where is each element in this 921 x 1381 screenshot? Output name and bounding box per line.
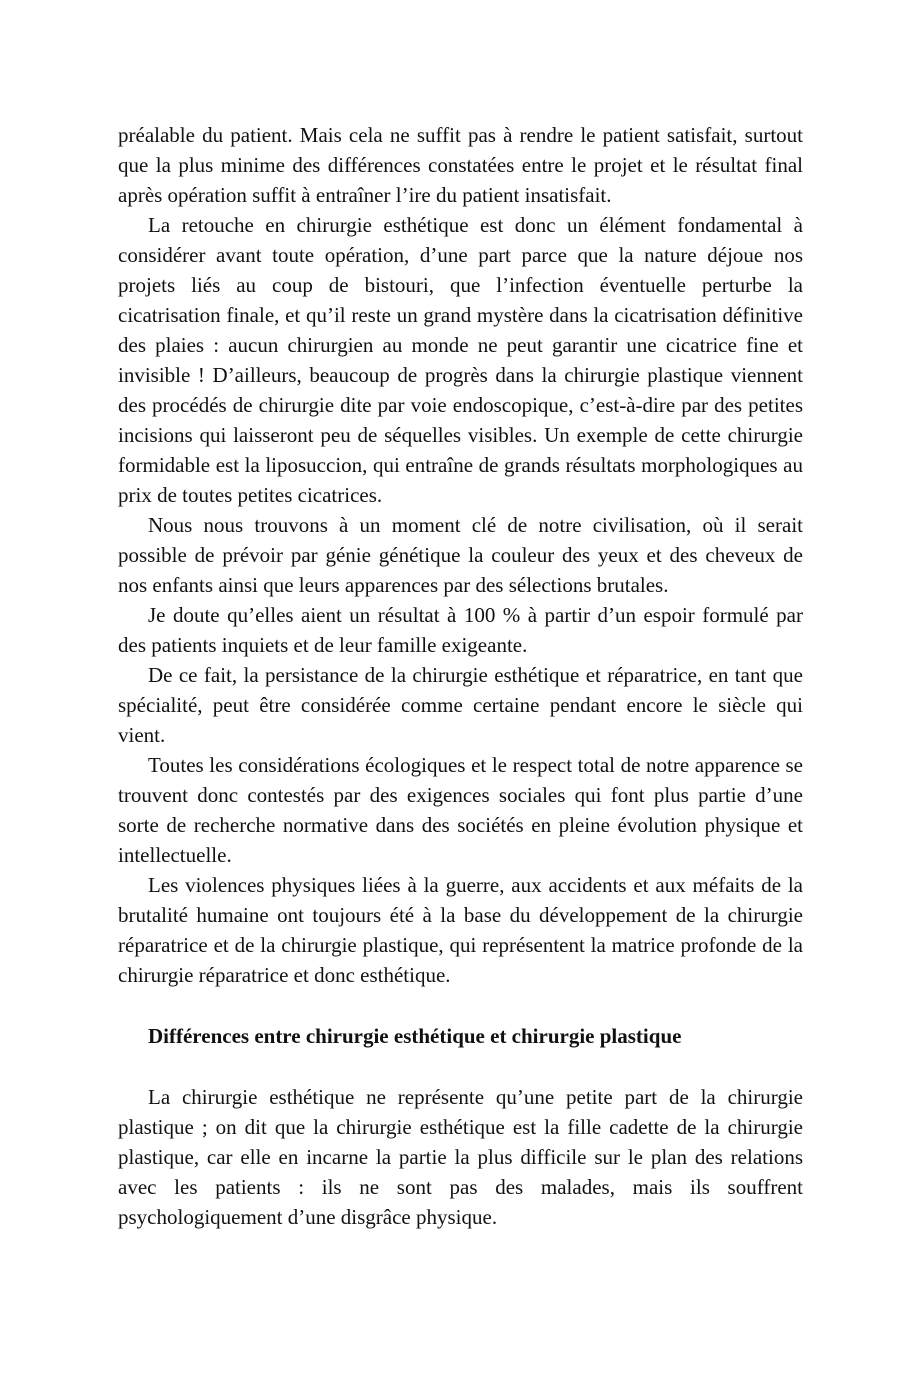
paragraph-retouche: La retouche en chirurgie esthétique est donc un élément fondamental à considérer avant toute opération, d’une part parce que la nature déjoue nos projets liés au coup de bistouri, que l’infection éventuelle perturbe la cicatrisation finale, et qu’il reste un grand mystère dans la cicatrisation définitive des plaies : aucun chirurgien au monde ne peut garantir une cicatrice fine et invisible ! D’ailleurs, beaucoup de progrès dans la chirurgie plastique viennent des procédés de chirurgie dite par voie endoscopique, c’est-à-dire par des petites incisions qui laisseront peu de séquelles visibles. Un exemple de cette chirurgie formidable est la liposuccion, qui entraîne de grands résultats morphologiques au prix de toutes petites cicatrices. <box>118 213 803 507</box>
paragraph-chirurgie-esthetique: La chirurgie esthétique ne représente qu’une petite part de la chirurgie plastique ; on dit que la chirurgie esthétique est la fille cadette de la chirurgie plastique, car elle en incarne la partie la plus difficile sur le plan des relations avec les patients : ils ne sont pas des malades, mais ils souffrent psychologiquement d’une disgrâce physique. <box>118 1085 803 1229</box>
paragraph-violences: Les violences physiques liées à la guerre, aux accidents et aux méfaits de la brutalité humaine ont toujours été à la base du développement de la chirurgie réparatrice et de la chirurgie plastique, qui représentent la matrice profonde de la chirurgie réparatrice et donc esthétique. <box>118 873 803 987</box>
document-page <box>118 120 803 1232</box>
paragraph-continuation: préalable du patient. Mais cela ne suffit pas à rendre le patient satisfait, surtout que la plus minime des différences constatées entre le projet et le résultat final après opération suffit à entraîner l’ire du patient insatisfait. <box>118 123 803 207</box>
paragraph-persistance: De ce fait, la persistance de la chirurgie esthétique et réparatrice, en tant que spécialité, peut être considérée comme certaine pendant encore le siècle qui vient. <box>118 663 803 747</box>
section-heading: Différences entre chirurgie esthétique et chirurgie plastique <box>148 1024 682 1048</box>
paragraph-doute: Je doute qu’elles aient un résultat à 100 % à partir d’un espoir formulé par des patients inquiets et de leur famille exigeante. <box>118 603 803 657</box>
paragraph-considerations: Toutes les considérations écologiques et le respect total de notre apparence se trouvent donc contestés par des exigences sociales qui font plus partie d’une sorte de recherche normative dans des sociétés en pleine évolution physique et intellectuelle. <box>118 753 803 867</box>
paragraph-civilisation: Nous nous trouvons à un moment clé de notre civilisation, où il serait possible de prévoir par génie génétique la couleur des yeux et des cheveux de nos enfants ainsi que leurs apparences par des sélections brutales. <box>118 513 803 597</box>
